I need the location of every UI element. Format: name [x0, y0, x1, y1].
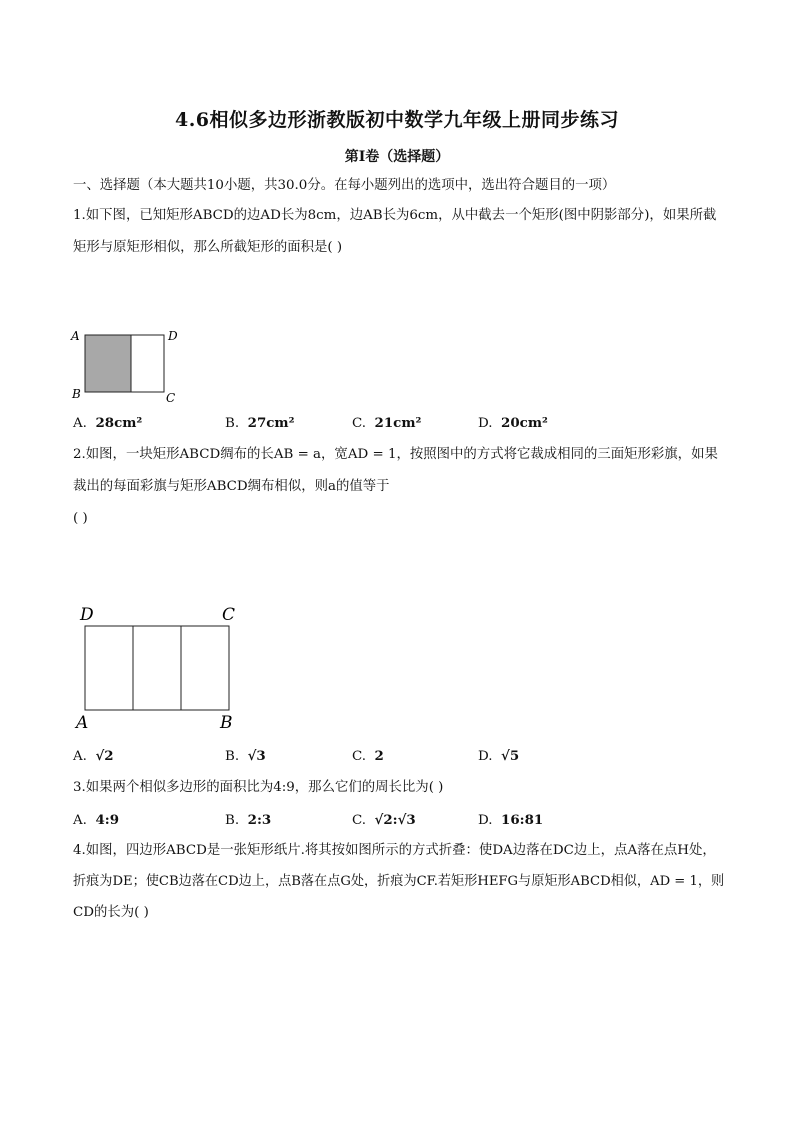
q2-text-line3: ( ): [73, 511, 88, 526]
q2-option-a-value: √2: [95, 748, 114, 764]
page-title: 4.6相似多边形浙教版初中数学九年级上册同步练习: [174, 109, 620, 131]
q3-option-c-label: C.: [352, 813, 367, 828]
q2-option-a-label: A.: [73, 749, 87, 764]
q3-option-d[interactable]: [478, 811, 543, 830]
q1-option-b-value: 27cm²: [247, 415, 295, 431]
q2-label-b: B: [220, 713, 233, 733]
q3-option-c-value: √2:√3: [374, 812, 416, 828]
q3-option-a[interactable]: [73, 811, 119, 830]
q3-option-d-label: D.: [478, 813, 493, 828]
q1-option-c-value: 21cm²: [374, 415, 422, 431]
q1-option-a[interactable]: [73, 414, 142, 433]
q1-option-a-value: 28cm²: [95, 415, 143, 431]
q4-text-line2: 折痕为DE；使CB边落在CD边上，点B落在点G处，折痕为CF.若矩形HEFG与原矩形ABCD相似，AD = 1，则: [73, 874, 725, 889]
q3-option-a-value: 4:9: [95, 812, 120, 828]
section-heading: 一、选择题（本大题共10小题，共30.0分。在每小题列出的选项中，选出符合题目的一项）: [73, 178, 616, 193]
q1-shaded-rectangle: [85, 335, 131, 392]
q2-option-a[interactable]: [73, 747, 114, 766]
q2-text-line1: 2.如图，一块矩形ABCD绸布的长AB = a，宽AD = 1，按照图中的方式将它裁成相同的三面矩形彩旗，如果: [73, 447, 718, 462]
q1-figure: [66, 322, 190, 406]
q2-option-b[interactable]: [225, 747, 266, 766]
q1-label-a: A: [71, 329, 80, 343]
q1-option-c[interactable]: [352, 414, 421, 433]
q1-option-d[interactable]: [478, 414, 548, 433]
q2-option-c-value: 2: [374, 748, 384, 764]
q2-option-d-value: √5: [501, 748, 520, 764]
q4-text-line1: 4.如图，四边形ABCD是一张矩形纸片.将其按如图所示的方式折叠：使DA边落在DC边上，点A落在点H处，: [73, 843, 716, 858]
q1-label-c: C: [166, 391, 176, 405]
q2-label-a: A: [76, 713, 89, 733]
q1-option-d-label: D.: [478, 416, 493, 431]
q1-label-b: B: [72, 387, 81, 401]
q1-option-b[interactable]: [225, 414, 294, 433]
q1-option-a-label: A.: [73, 416, 87, 431]
q2-outer-rectangle: [85, 626, 229, 710]
q1-option-d-value: 20cm²: [501, 415, 548, 431]
q3-option-b-label: B.: [225, 813, 240, 828]
q2-option-b-label: B.: [225, 749, 240, 764]
q1-text-line2: 矩形与原矩形相似，那么所截矩形的面积是( ): [73, 240, 343, 255]
q1-text-line1: 1.如下图，已知矩形ABCD的边AD长为8cm，边AB长为6cm，从中截去一个矩形(图中阴影部分)，如果所截: [73, 208, 717, 223]
q3-option-d-value: 16:81: [501, 812, 544, 828]
q2-option-b-value: √3: [247, 748, 266, 764]
q2-option-d[interactable]: [478, 747, 519, 766]
q4-text-line3: CD的长为( ): [73, 905, 149, 920]
q2-figure: [70, 600, 250, 735]
q3-option-a-label: A.: [73, 813, 87, 828]
q1-label-d: D: [168, 329, 178, 343]
q2-text-line2: 裁出的每面彩旗与矩形ABCD绸布相似，则a的值等于: [73, 479, 390, 494]
q3-text-line1: 3.如果两个相似多边形的面积比为4:9，那么它们的周长比为( ): [73, 780, 444, 795]
q2-option-c[interactable]: [352, 747, 384, 766]
q1-option-c-label: C.: [352, 416, 367, 431]
q2-option-d-label: D.: [478, 749, 493, 764]
q1-option-b-label: B.: [225, 416, 240, 431]
q3-option-c[interactable]: [352, 811, 416, 830]
q3-option-b[interactable]: [225, 811, 271, 830]
q2-label-d: D: [80, 605, 94, 625]
q3-option-b-value: 2:3: [247, 812, 272, 828]
q2-option-c-label: C.: [352, 749, 367, 764]
volume-heading: 第I卷（选择题）: [344, 149, 450, 165]
q2-label-c: C: [222, 605, 236, 625]
